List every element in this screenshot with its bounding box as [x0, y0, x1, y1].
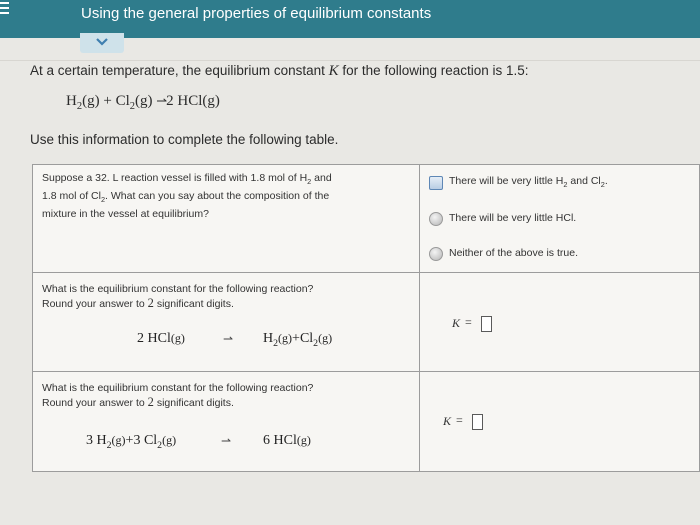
reactant: [137, 331, 185, 347]
subscript: 2: [76, 101, 83, 112]
text: Round your answer to: [42, 397, 148, 409]
question-2-text: [42, 282, 402, 311]
option-label: [449, 175, 608, 189]
subscript: 2: [563, 180, 568, 190]
text: and Cl: [567, 175, 601, 187]
state: (g): [318, 331, 333, 345]
text: Round your answer to: [42, 298, 148, 310]
product: [263, 433, 311, 449]
text: and: [311, 172, 332, 184]
page-title: Using the general properties of equilibrium constants: [81, 5, 432, 22]
equals-sign: =: [456, 413, 463, 427]
k-input[interactable]: [472, 414, 483, 430]
species: Cl: [299, 331, 314, 346]
subscript: 2: [273, 337, 279, 349]
radio-icon[interactable]: [429, 212, 443, 226]
text: 1.8 mol of Cl: [42, 190, 101, 203]
k-input[interactable]: [481, 316, 492, 332]
text: What is the equilibrium constant for the following reaction?: [42, 283, 314, 295]
instruction-text: Use this information to complete the following table.: [30, 132, 339, 147]
equals-sign: =: [465, 315, 472, 329]
question-table: [32, 164, 700, 472]
species: Cl: [115, 93, 130, 109]
species: 3 Cl: [133, 433, 158, 448]
k-label: K: [452, 316, 461, 330]
row-divider: [33, 272, 699, 273]
state: (g): [202, 93, 220, 109]
reaction-2: [137, 331, 397, 351]
hamburger-icon[interactable]: [0, 0, 14, 38]
option-label: There will be very little HCl.: [449, 212, 577, 224]
equilibrium-arrow-icon: ⇀: [156, 93, 167, 108]
text: significant digits.: [153, 397, 234, 409]
question-3-text: [42, 381, 402, 410]
subscript: 2: [129, 101, 135, 112]
species: H: [66, 93, 77, 109]
equilibrium-arrow-icon: ⇀: [223, 332, 234, 346]
radio-icon[interactable]: [429, 247, 443, 261]
k-answer-field-2: [452, 315, 532, 335]
state: (g): [135, 93, 153, 109]
chevron-down-icon: [95, 37, 109, 47]
column-divider: [419, 165, 420, 471]
text: .: [604, 175, 608, 187]
products: [263, 331, 332, 349]
checkbox-icon[interactable]: [429, 176, 443, 190]
species: 3 H: [86, 433, 107, 448]
text: There will be very little H: [449, 175, 564, 187]
subscript: 2: [106, 439, 112, 451]
digit-count: 2: [147, 296, 154, 310]
state: (g): [278, 331, 293, 345]
species: 2 HCl: [166, 93, 203, 109]
subscript: 2: [157, 439, 163, 451]
question-1-text: [42, 171, 402, 221]
equilibrium-arrow-icon: ⇀: [221, 434, 232, 448]
state: (g): [162, 433, 177, 447]
species: H: [263, 331, 274, 346]
text: mixture in the vessel at equilibrium?: [42, 208, 209, 221]
option-label: Neither of the above is true.: [449, 247, 578, 259]
subscript: 2: [313, 337, 319, 349]
text: Suppose a 32. L reaction vessel is filled with 1.8 mol of H: [42, 172, 308, 184]
reactants: [86, 433, 176, 451]
subscript: 2: [307, 177, 312, 187]
plus-sign: +: [292, 331, 300, 346]
text: What is the equilibrium constant for the following reaction?: [42, 382, 314, 394]
plus-sign: +: [125, 433, 134, 448]
state: (g): [296, 433, 311, 447]
collapse-button[interactable]: [80, 33, 124, 53]
state: (g): [82, 93, 100, 109]
row-divider: [33, 371, 699, 372]
digit-count: 2: [147, 395, 154, 409]
text: significant digits.: [153, 298, 234, 310]
divider: [0, 60, 700, 61]
intro-text-before: At a certain temperature, the equilibrium constant: [30, 63, 329, 78]
k-symbol: K: [328, 63, 339, 79]
k-label: K: [443, 414, 452, 428]
species: 2 HCl: [137, 331, 171, 346]
plus-sign: +: [103, 93, 112, 109]
intro-text-after: for the following reaction is 1.5:: [338, 63, 529, 78]
subscript: 2: [600, 180, 605, 190]
species: 6 HCl: [263, 433, 297, 448]
text: . What can you say about the composition of the: [105, 190, 330, 203]
k-answer-field-3: [443, 413, 523, 433]
intro-text: [30, 63, 529, 80]
main-reaction: [66, 93, 220, 112]
state: (g): [170, 331, 185, 345]
state: (g): [111, 433, 126, 447]
subscript: 2: [100, 195, 106, 205]
reaction-3: [86, 433, 386, 453]
